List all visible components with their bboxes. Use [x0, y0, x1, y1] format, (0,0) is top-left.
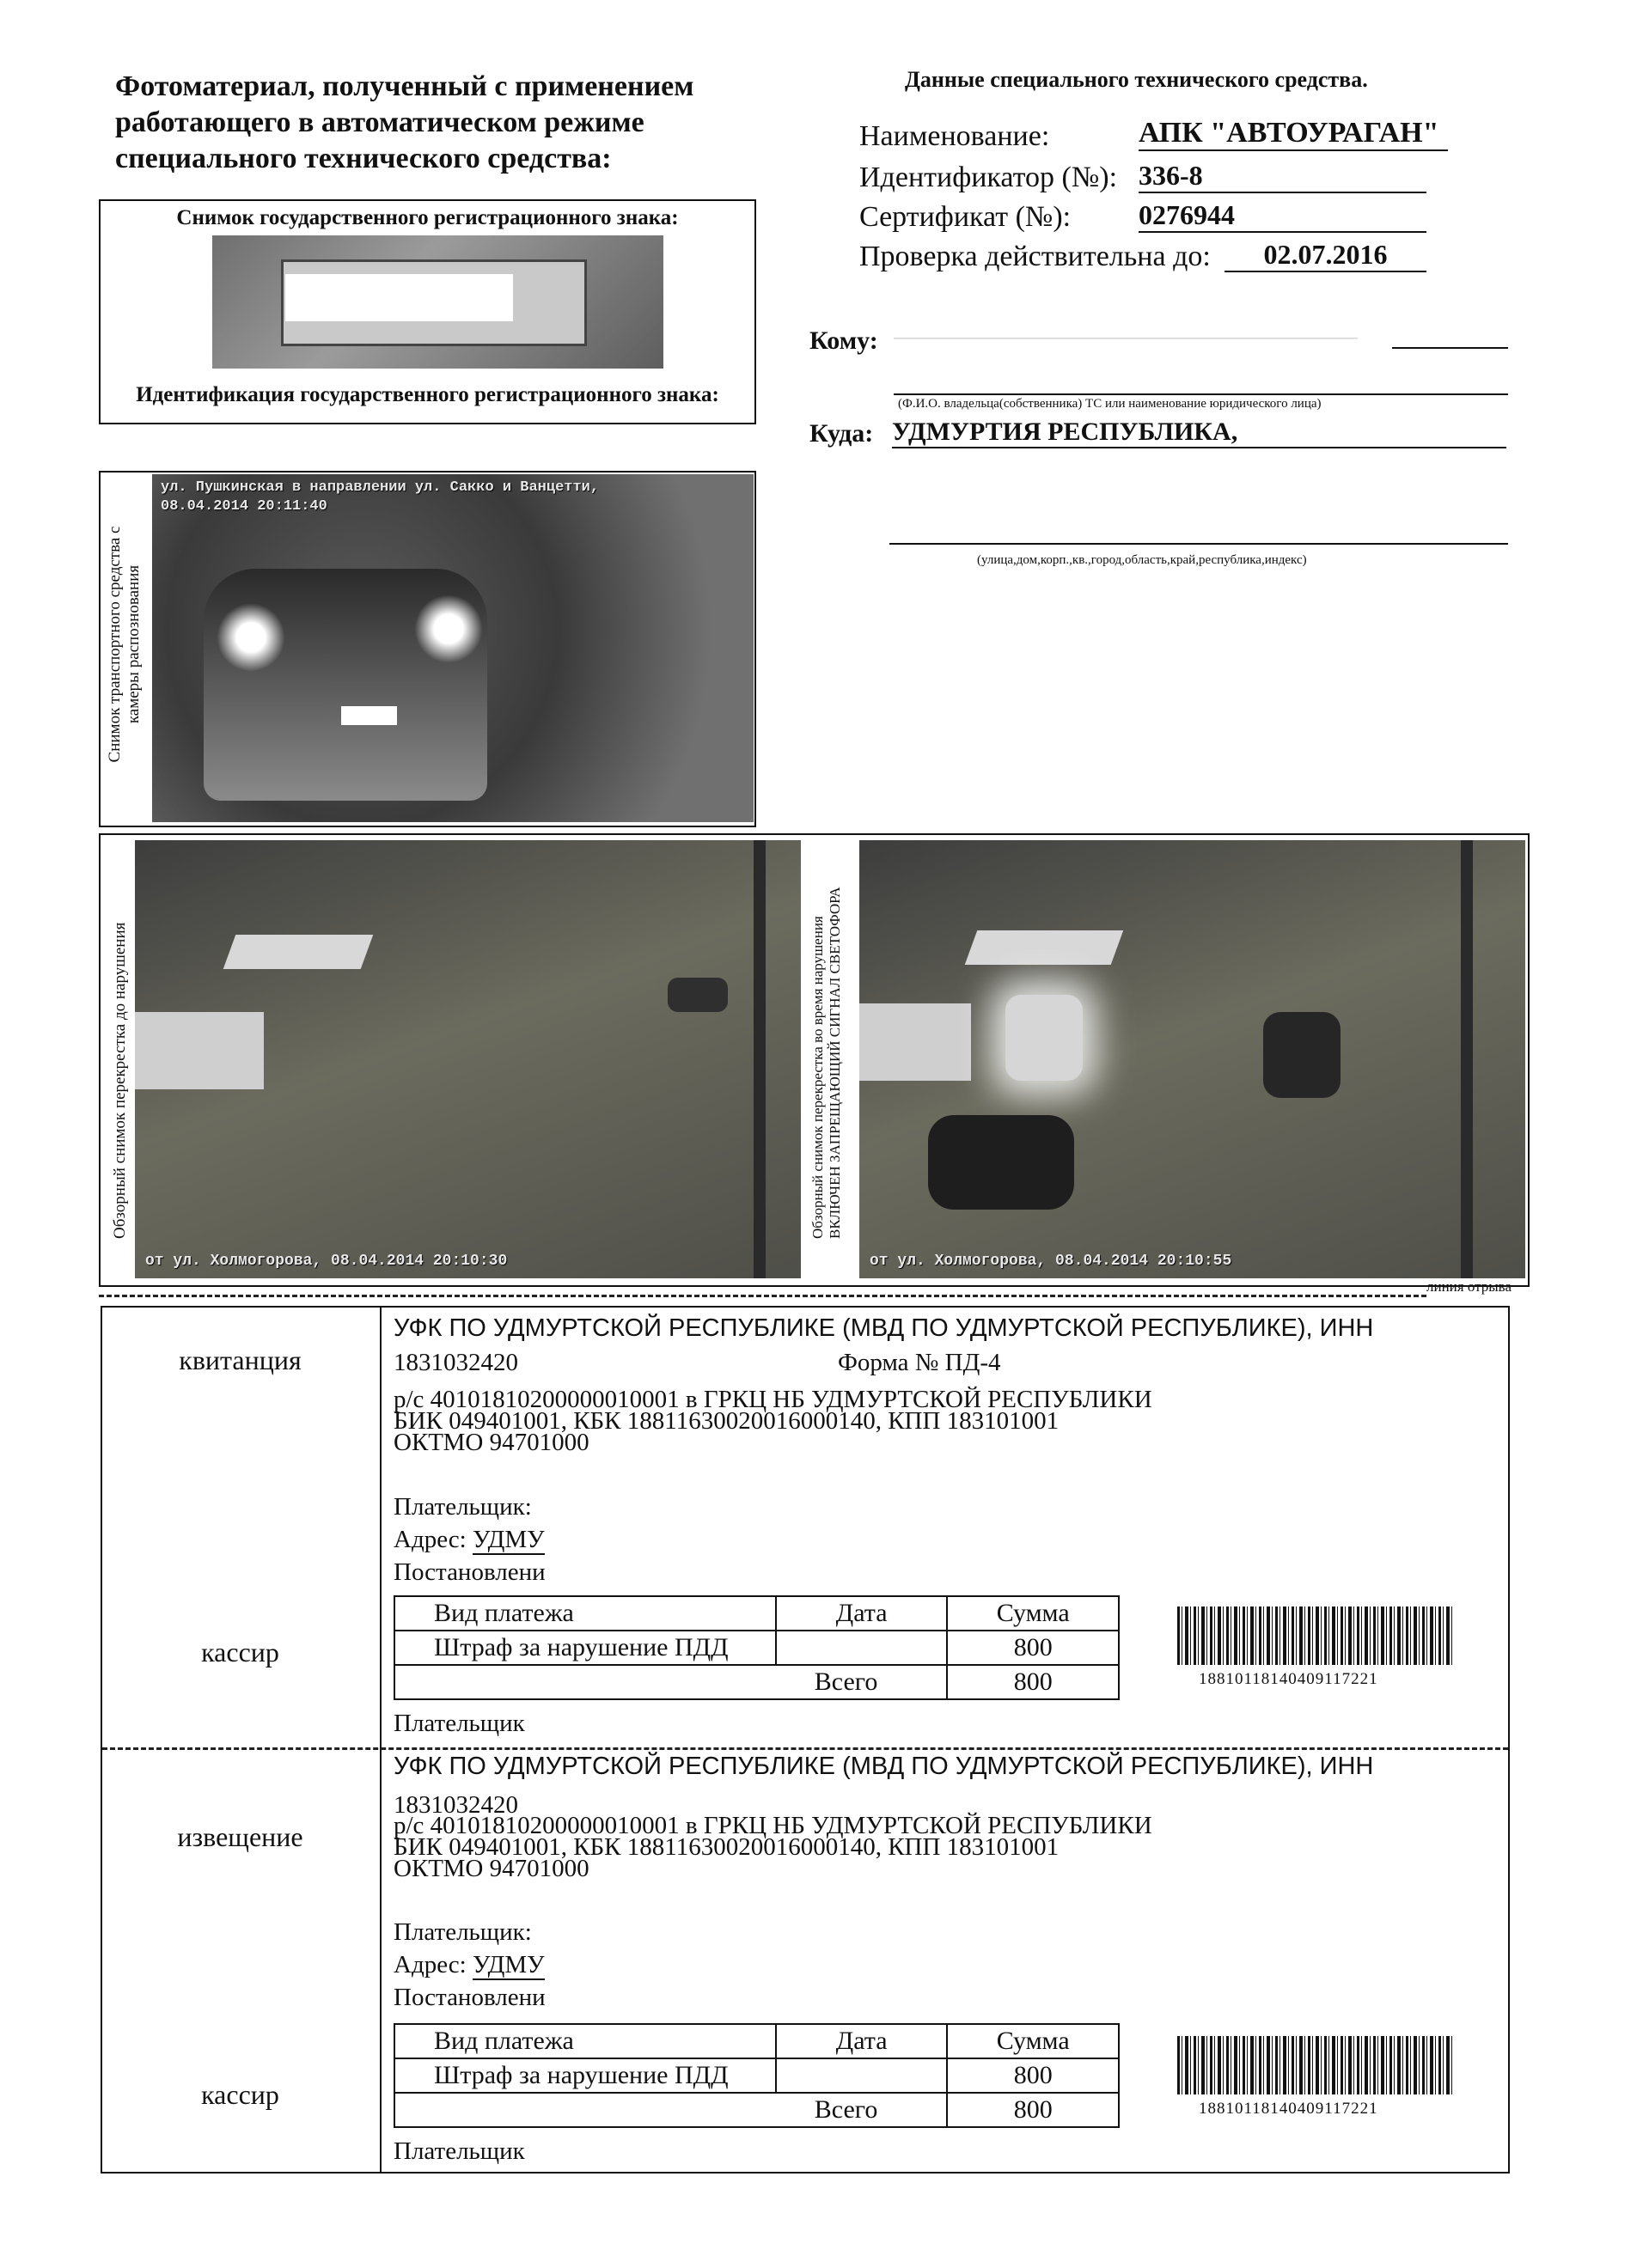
table-total-row: [394, 2093, 1119, 2127]
row-type-cell: Штраф за нарушение ПДД: [394, 1631, 776, 1665]
headlight-right: [414, 594, 483, 663]
col-date-header: Дата: [776, 2024, 947, 2058]
row-type-cell: Штраф за нарушение ПДД: [394, 2058, 776, 2093]
before-pole: [754, 840, 766, 1278]
receipt-barcode-number: 18810118140409117221: [1199, 1670, 1378, 1688]
device-name-value: АПК "АВТОУРАГАН": [1139, 117, 1448, 151]
col-date-header: Дата: [776, 1596, 947, 1631]
notice-payer: Плательщик:: [394, 1918, 532, 1946]
plate-identification: Идентификация государственного регистрационного знака:: [136, 383, 719, 406]
vehicle-plate-redaction: [341, 706, 397, 725]
to-name-redacted: [894, 323, 1358, 347]
col-type-header: Вид платежа: [394, 1596, 776, 1631]
notice-address-value: УДМУ: [472, 1951, 545, 1978]
table-row: [394, 2058, 1119, 2093]
device-name-label: Наименование:: [859, 120, 1050, 152]
receipt-cashier: кассир: [201, 1637, 279, 1667]
total-label-cell: Всего: [394, 1665, 947, 1699]
receipt-address-label: Адрес:: [394, 1526, 467, 1553]
receipt-bank: [394, 1386, 1152, 1456]
receipt-oktmo: ОКТМО 94701000: [394, 1429, 589, 1456]
to-hint: (Ф.И.О. владельца(собственника) ТС или наименование юридического лица): [898, 397, 1322, 411]
where-line: [889, 543, 1508, 545]
during-car-white: [1005, 995, 1083, 1081]
device-cert-value: 0276944: [1139, 199, 1426, 233]
row-sum-cell: 800: [947, 1631, 1119, 1665]
col-type-header: Вид платежа: [394, 2024, 776, 2058]
to-line-long: [894, 393, 1508, 395]
title-line-2: работающего в автоматическом режиме: [115, 107, 644, 138]
payment-form-divider: [380, 1308, 382, 2172]
to-label: Кому:: [809, 326, 878, 355]
notice-bik: БИК 049401001, КБК 18811630020016000140, КПП 183101001: [394, 1833, 1060, 1861]
device-cert-label: Сертификат (№):: [859, 201, 1072, 233]
before-snow-left: [135, 1012, 264, 1089]
intersection-photos-section: [99, 833, 1530, 1287]
receipt-payer: Плательщик:: [394, 1493, 532, 1521]
notice-bank: [394, 1812, 1152, 1882]
notice-cashier: кассир: [201, 2079, 279, 2110]
during-pole: [1461, 840, 1473, 1278]
receipt-label: квитанция: [179, 1344, 302, 1375]
col-sum-header: Сумма: [947, 1596, 1119, 1631]
plate-photo: [212, 235, 663, 369]
to-line-short: [1392, 347, 1508, 349]
receipt-form-number: Форма № ПД-4: [838, 1349, 1001, 1376]
where-hint: (улица,дом,корп.,кв.,город,область,край,республика,индекс): [977, 553, 1307, 567]
during-side-caption: [809, 887, 844, 1239]
row-date-cell: [776, 2058, 947, 2093]
notice-oktmo: ОКТМО 94701000: [394, 1855, 589, 1882]
title-line-3: специального технического средства:: [115, 143, 612, 174]
receipt-payment-table: [394, 1595, 1120, 1700]
title-line-1: Фотоматериал, полученный с применением: [115, 70, 694, 102]
device-id-label: Идентификатор (№):: [859, 162, 1118, 193]
notice-barcode-number: 18810118140409117221: [1199, 2100, 1378, 2118]
device-valid-label: Проверка действительна до:: [859, 241, 1211, 272]
receipt-payer-block: [394, 1491, 546, 1588]
receipt-barcode: [1177, 1606, 1452, 1665]
total-sum-cell: 800: [947, 1665, 1119, 1699]
before-side-caption: Обзорный снимок перекрестка до нарушения: [111, 922, 129, 1239]
total-sum-cell: 800: [947, 2093, 1119, 2127]
before-snow-patch: [223, 935, 374, 969]
during-photo: [859, 840, 1525, 1278]
notice-payer-block: [394, 1916, 546, 2014]
vehicle-side-caption: [106, 507, 144, 782]
total-label-cell: Всего: [394, 2093, 947, 2127]
vehicle-caption-2: 08.04.2014 20:11:40: [161, 498, 327, 515]
vehicle-photo: [152, 474, 754, 822]
receipt-account: р/с 40101810200000010001 в ГРКЦ НБ УДМУРТСКОЙ РЕСПУБЛИКИ: [394, 1386, 1152, 1413]
notice-payment-table: [394, 2023, 1120, 2128]
row-sum-cell: 800: [947, 2058, 1119, 2093]
before-caption: от ул. Холмогорова, 08.04.2014 20:10:30: [145, 1253, 508, 1270]
plate-redaction: [285, 274, 513, 321]
tear-line-top: [99, 1295, 1426, 1297]
receipt-recipient: УФК ПО УДМУРТСКОЙ РЕСПУБЛИКЕ (МВД ПО УДМУРТСКОЙ РЕСПУБЛИКЕ), ИНН: [394, 1314, 1374, 1342]
device-valid-value: 02.07.2016: [1225, 239, 1426, 272]
receipt-address-value: УДМУ: [472, 1526, 545, 1553]
table-row: [394, 1631, 1119, 1665]
receipt-notice-separator: [102, 1747, 1508, 1750]
notice-inn: 1831032420: [394, 1791, 518, 1819]
vehicle-caption-1: ул. Пушкинская в направлении ул. Сакко и Ванцетти,: [161, 479, 600, 496]
notice-address-label: Адрес:: [394, 1951, 467, 1978]
notice-address: [394, 1948, 546, 1981]
notice-payer-sign: Плательщик: [394, 2137, 525, 2165]
during-car-dark-front: [928, 1115, 1074, 1210]
row-date-cell: [776, 1631, 947, 1665]
during-caption: от ул. Холмогорова, 08.04.2014 20:10:55: [870, 1253, 1232, 1270]
during-side-line-1: Обзорный снимок перекрестка во время нарушения: [809, 916, 826, 1239]
where-label: Куда:: [809, 419, 874, 448]
receipt-details: [394, 1314, 1373, 1343]
col-sum-header: Сумма: [947, 2024, 1119, 2058]
device-heading: Данные специального технического средства.: [905, 67, 1368, 92]
during-snow-left: [859, 1003, 971, 1081]
receipt-decree: Постановлени: [394, 1558, 546, 1586]
device-id-value: 336-8: [1139, 160, 1426, 193]
table-header-row: [394, 2024, 1119, 2058]
during-snow-patch: [965, 930, 1124, 965]
table-total-row: [394, 1665, 1119, 1699]
before-photo: [135, 840, 801, 1278]
plate-caption: Снимок государственного регистрационного знака:: [176, 206, 679, 229]
receipt-bik: БИК 049401001, КБК 18811630020016000140, КПП 183101001: [394, 1407, 1060, 1435]
receipt-address: [394, 1523, 546, 1556]
where-value: УДМУРТИЯ РЕСПУБЛИКА,: [892, 418, 1506, 448]
vehicle-side-text: Снимок транспортного средства с камеры распознования: [106, 526, 143, 763]
notice-account: р/с 40101810200000010001 в ГРКЦ НБ УДМУРТСКОЙ РЕСПУБЛИКИ: [394, 1812, 1152, 1839]
vehicle-photo-section: [99, 471, 756, 827]
table-header-row: [394, 1596, 1119, 1631]
notice-label: извещение: [177, 1821, 303, 1852]
headlight-left: [217, 603, 285, 672]
during-side-line-2: ВКЛЮЧЕН ЗАПРЕЩАЮЩИЙ СИГНАЛ СВЕТОФОРА: [827, 887, 843, 1239]
notice-barcode: [1177, 2036, 1452, 2094]
plate-section: [99, 199, 756, 424]
receipt-payer-sign: Плательщик: [394, 1710, 525, 1737]
during-car-dark-right: [1263, 1012, 1341, 1098]
receipt-inn: 1831032420: [394, 1349, 518, 1376]
document-title: [115, 69, 693, 177]
before-car: [668, 978, 728, 1012]
tear-line-label: линия отрыва: [1426, 1278, 1512, 1295]
notice-recipient: УФК ПО УДМУРТСКОЙ РЕСПУБЛИКЕ (МВД ПО УДМУРТСКОЙ РЕСПУБЛИКЕ), ИНН: [394, 1753, 1374, 1780]
notice-decree: Постановлени: [394, 1984, 546, 2011]
